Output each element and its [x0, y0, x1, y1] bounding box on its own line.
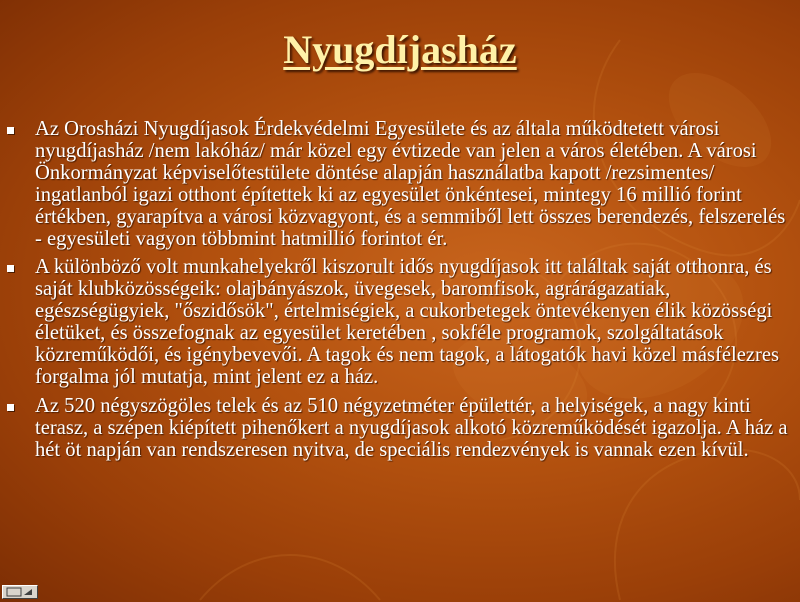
- list-item: [0, 119, 800, 250]
- bullet-text: A különböző volt munkahelyekről kiszorult idős nyugdíjasok itt találtak saját otthonra, és saját klubközösségeik: olajbányászok, üvegesek, baromfisok, agrárágazatiak, egészségügyiek, "őszidősök", értelmiségiek, a cukorbetegek öntevékenyen élik közösségi életüket, és összefognak az egyesület keretében , sokféle programok, szolgáltatások közreműködői, és igénybevevői. A tagok és nem tagok, a látogatók havi közel másfélezres forgalma jól mutatja, mint jelent ez a ház.: [35, 256, 780, 388]
- slide-navigation-button[interactable]: [2, 585, 38, 599]
- square-bullet-icon: [7, 127, 14, 134]
- bullet-list: [0, 119, 800, 469]
- slide-title: Nyugdíjasház: [283, 27, 517, 72]
- bullet-text: Az Orosházi Nyugdíjasok Érdekvédelmi Egyesülete és az általa működtetett városi nyugdíjasház /nem lakóház/ már közel egy évtizede van jelen a város életében. A városi Önkormányzat képviselőtestülete döntése alapján használatba kapott /rezsimentes/ ingatlanból igazi otthont építettek ki az egyesület önkéntesei, mintegy 16 millió forint értékben, gyarapítva a városi közvagyont, és a semmiből lett összes berendezés, felszerelés - egyesületi vagyon többmint hatmillió forintot ér.: [35, 118, 786, 250]
- list-item: [0, 257, 800, 388]
- square-bullet-icon: [7, 404, 14, 411]
- bullet-text: Az 520 négyszögöles telek és az 510 négyzetméter épülettér, a helyiségek, a nagy kinti terasz, a szépen kiépített pihenőkert a nyugdíjasok alkotó közreműködését igazolja. A ház a hét öt napján van rendszeresen nyitva, de speciális rendezvények is vannak ezen kívül.: [35, 394, 788, 461]
- square-bullet-icon: [7, 265, 14, 272]
- slide-navigation-icon: [3, 586, 37, 598]
- list-item: [0, 396, 800, 462]
